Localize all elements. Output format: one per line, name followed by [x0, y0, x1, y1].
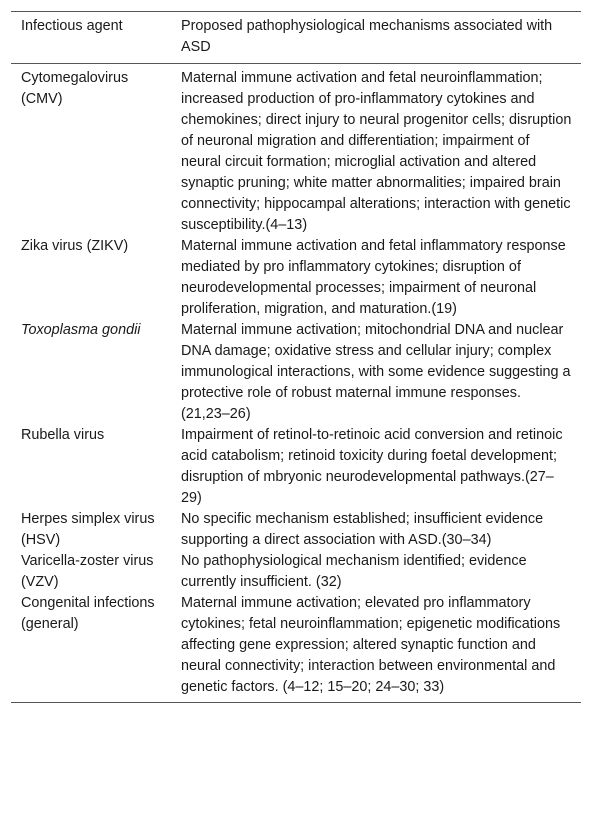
table-row [11, 551, 581, 593]
header-mechanisms: Proposed pathophysiological mechanisms associated with ASD [181, 18, 553, 55]
table-row [11, 593, 581, 703]
header-row [11, 12, 581, 64]
table-row [11, 64, 581, 237]
mechanism-cell: Maternal immune activation and fetal neuroinflammation; increased production of pro-inflammatory cytokines and chemokines; direct injury to neural progenitor cells; disruption of neuronal migration and differentiation; impairment of neural circuit formation; microglial activation and altered synaptic pruning; white matter abnormalities; impaired brain connectivity; hippocampal alterations; interaction with genetic susceptibility.(4–13) [181, 70, 572, 233]
agent-cell: Cytomegalovirus (CMV) [21, 70, 129, 107]
mechanism-cell: Impairment of retinol-to-retinoic acid conversion and retinoic acid catabolism; retinoid toxicity during foetal development; disruption of mbryonic neurodevelopmental pathways.(27–29) [181, 427, 563, 506]
agent-cell: Herpes simplex virus (HSV) [21, 511, 155, 548]
agent-cell: Rubella virus [21, 427, 105, 443]
table-row [11, 320, 581, 425]
agent-cell: Varicella-zoster virus (VZV) [21, 553, 154, 590]
mechanism-cell: No pathophysiological mechanism identified; evidence currently insufficient. (32) [181, 553, 527, 590]
mechanism-cell: Maternal immune activation and fetal inflammatory response mediated by pro inflammatory cytokines; disruption of neurodevelopmental processes; impairment of neuronal proliferation, migration, and maturation.(19) [181, 238, 566, 317]
table-header [11, 12, 581, 64]
mechanism-cell: Maternal immune activation; elevated pro inflammatory cytokines; fetal neuroinflammation; epigenetic modifications affecting gene expression; altered synaptic function and neural connectivity; interaction between environmental and genetic factors. (4–12; 15–20; 24–30; 33) [181, 595, 561, 695]
agent-cell: Toxoplasma gondii [21, 322, 141, 338]
agent-cell: Congenital infections (general) [21, 595, 155, 632]
mechanism-cell: No specific mechanism established; insufficient evidence supporting a direct association with ASD.(30–34) [181, 511, 544, 548]
mechanism-cell: Maternal immune activation; mitochondrial DNA and nuclear DNA damage; oxidative stress and cellular injury; complex immunological interactions, with some evidence suggesting a protective role of robust maternal immune responses. (21,23–26) [181, 322, 571, 422]
table-row [11, 236, 581, 320]
table-row [11, 425, 581, 509]
mechanisms-table [11, 11, 581, 703]
table-body [11, 64, 581, 703]
header-infectious-agent: Infectious agent [21, 18, 123, 34]
table-row [11, 509, 581, 551]
agent-cell: Zika virus (ZIKV) [21, 238, 129, 254]
mechanisms-table-container [11, 11, 581, 703]
